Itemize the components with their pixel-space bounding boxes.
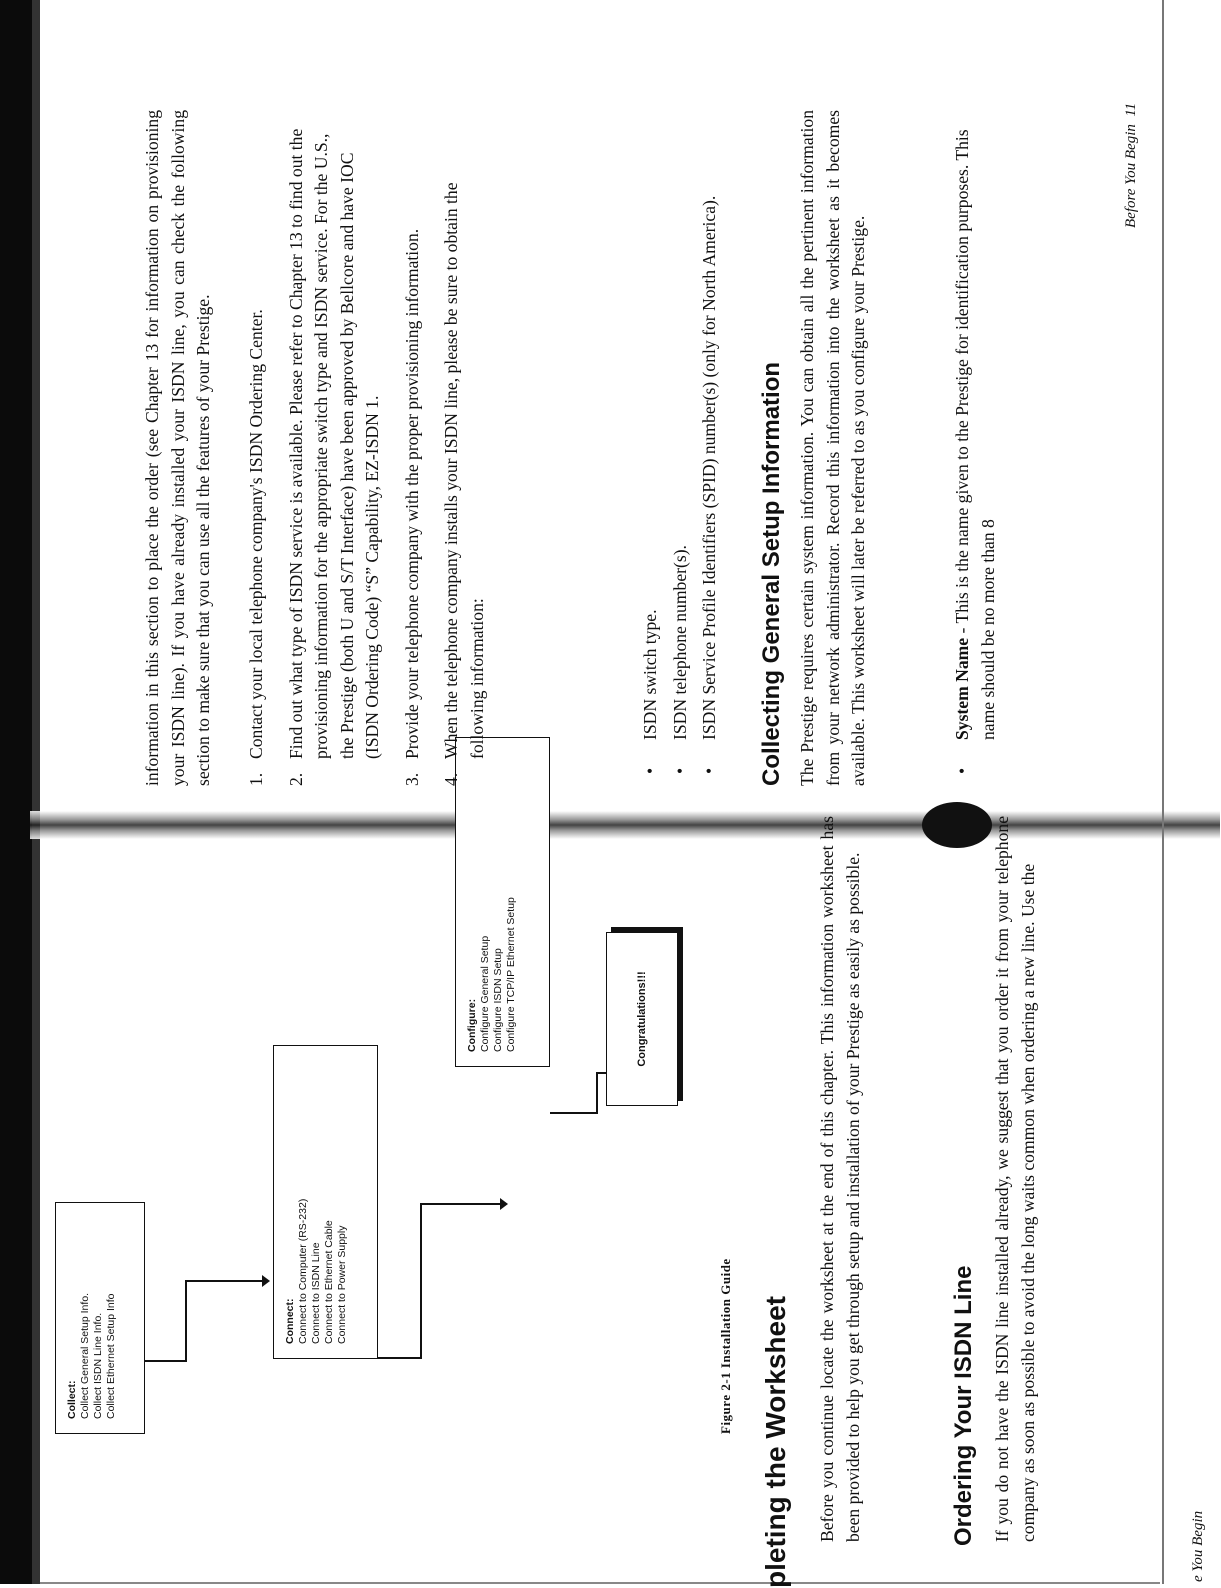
- bullet-item: [668, 116, 694, 776]
- connect-box: [273, 1045, 378, 1359]
- step-text: When the telephone company installs your ISDN line, please be sure to obtain the following information:: [441, 182, 487, 759]
- bullet-icon: •: [952, 767, 972, 774]
- page-edge-line: [1162, 0, 1164, 1584]
- arrow-icon: [500, 1198, 508, 1210]
- bullet-text: ISDN switch type.: [640, 609, 660, 740]
- page-footer: Before You Begin 11: [1123, 102, 1139, 228]
- ordering-steps: [244, 110, 504, 786]
- connector-line: [550, 1112, 598, 1114]
- step-number: 1.: [246, 772, 266, 786]
- section-heading: Ordering Your ISDN Line: [950, 1265, 977, 1546]
- congratulations-label: Congratulations!!!: [635, 971, 648, 1067]
- bullet-text: ISDN Service Profile Identifiers (SPID) number(s) (only for North America).: [699, 195, 719, 740]
- collect-line: Collect ISDN Line Info.: [92, 1312, 104, 1419]
- step-item: [439, 110, 490, 786]
- page-gutter: [30, 811, 1220, 839]
- connect-line: Connect to Computer (RS-232): [297, 1198, 309, 1344]
- system-name-text: - This is the name given to the Prestige for identification purposes. This name should be no more than 8: [952, 129, 998, 740]
- step-item: [284, 110, 386, 786]
- collect-box: [55, 1202, 145, 1434]
- connector-line: [420, 1203, 422, 1359]
- collect-title: Collect:: [66, 1380, 78, 1419]
- figure-caption: Figure 2-1 Installation Guide: [718, 1258, 733, 1434]
- connector-line: [596, 1072, 598, 1114]
- arrow-icon: [262, 1275, 270, 1287]
- connector-line: [145, 1360, 187, 1362]
- configure-line: Configure General Setup: [479, 935, 491, 1052]
- bullet-text: ISDN telephone number(s).: [669, 545, 690, 740]
- collect-paragraph: The Prestige requires certain system information. You can obtain all the pertinent information from your network administrator. Record this information into the worksheet as it becomes available. This worksheet will later be referred to as you configure your Prestige.: [797, 110, 868, 786]
- connector-line: [420, 1203, 502, 1205]
- step-text: Find out what type of ISDN service is available. Please refer to Chapter 13 to find out the provisioning information for the appropriate switch type and ISDN service. For the U.S., the Prestige (both U and S/T Interface) have been approved by Bellcore and have IOC (ISDN Ordering Code) “S” Capability, EZ-ISDN 1.: [285, 128, 382, 759]
- info-bullets: [638, 116, 727, 776]
- configure-line: Configure TCP/IP Ethernet Setup: [505, 897, 517, 1052]
- configure-title: Configure:: [466, 998, 478, 1052]
- collect-line: Collect Ethernet Setup Info: [105, 1293, 117, 1419]
- connect-title: Connect:: [284, 1298, 296, 1344]
- congratulations-box: [606, 932, 678, 1106]
- configure-box: [455, 737, 550, 1067]
- step-number: 2.: [285, 772, 306, 786]
- step-text: Contact your local telephone company's ISDN Ordering Center.: [246, 309, 266, 759]
- gutter-shadow: [922, 802, 992, 848]
- bullet-icon: •: [699, 767, 719, 774]
- section-heading: Collecting General Setup Information: [758, 361, 785, 786]
- connect-line: Connect to ISDN Line: [310, 1242, 322, 1344]
- connect-line: Connect to Ethernet Cable: [323, 1220, 335, 1344]
- worksheet-paragraph: Before you continue locate the worksheet at the end of this chapter. This information worksheet has been provided to help you get through setup and installation of your Prestige as easily as possible.: [817, 816, 863, 1542]
- connector-line: [185, 1280, 187, 1362]
- connector-line: [185, 1280, 265, 1282]
- system-name-item: [950, 116, 1001, 776]
- bullet-icon: •: [640, 767, 660, 774]
- bullet-icon: •: [669, 767, 690, 774]
- connector-line: [378, 1357, 422, 1359]
- binding-shadow: [32, 0, 40, 1584]
- bullet-item: [697, 116, 723, 776]
- bullet-item: [638, 116, 664, 776]
- step-number: 3.: [401, 772, 422, 786]
- connect-line: Connect to Power Supply: [336, 1225, 348, 1344]
- collect-line: Collect General Setup Info.: [79, 1292, 91, 1419]
- configure-line: Configure ISDN Setup: [492, 948, 504, 1052]
- system-name-term: System Name: [952, 637, 972, 740]
- step-item: [244, 110, 270, 786]
- page-footer: e You Begin: [1190, 1510, 1206, 1582]
- ordering-paragraph: If you do not have the ISDN line installed already, we suggest that you order it from your telephone company as soon as possible to avoid the long waits common when ordering a new line. Use the: [992, 816, 1038, 1542]
- step-item: [400, 110, 426, 786]
- section-heading: pleting the Worksheet: [760, 1296, 791, 1588]
- binding-edge: [0, 0, 34, 1584]
- step-text: Provide your telephone company with the proper provisioning information.: [401, 228, 422, 759]
- step-number: 4.: [441, 772, 461, 786]
- intro-paragraph: information in this section to place the order (see Chapter 13 for information on provisioning your ISDN line). If you have already installed your ISDN line, you can check the following section to make sure that you can use all the features of your Prestige.: [142, 110, 213, 786]
